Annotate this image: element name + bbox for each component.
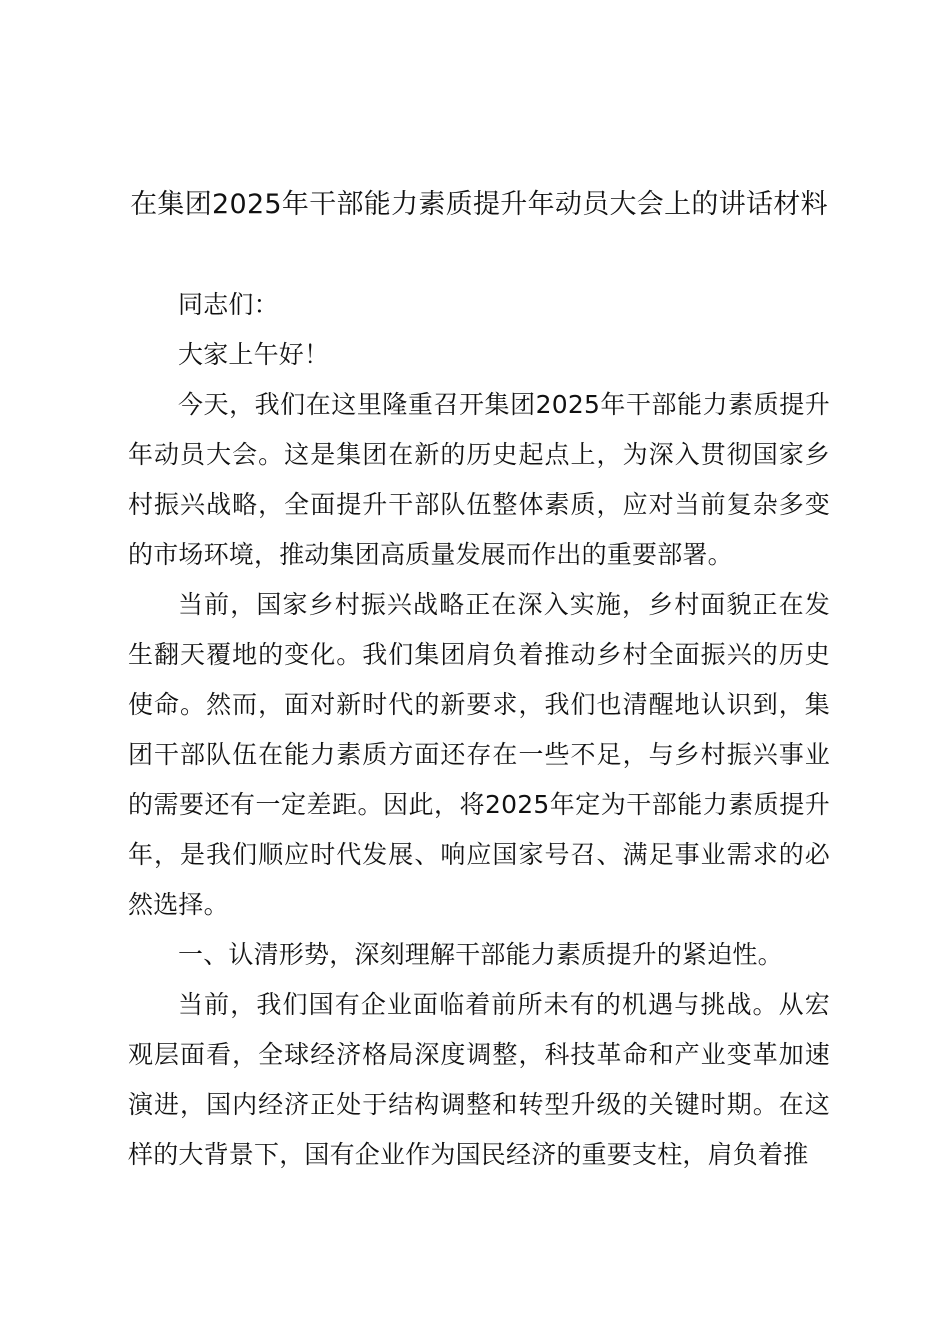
paragraph-context: 当前，国家乡村振兴战略正在深入实施，乡村面貌正在发生翻天覆地的变化。我们集团肩负着推动乡村全面振兴的历史使命。然而，面对新时代的新要求，我们也清醒地认识到，集团干部队伍在能力素质方面还存在一些不足，与乡村振兴事业的需要还有一定差距。因此，将2025年定为干部能力素质提升年，是我们顺应时代发展、响应国家号召、满足事业需求的必然选择。 — [128, 590, 830, 919]
document-title: 在集团2025年干部能力素质提升年动员大会上的讲话材料 — [130, 189, 828, 220]
section-heading: 一、认清形势，深刻理解干部能力素质提升的紧迫性。 — [178, 940, 783, 969]
document-body — [128, 280, 830, 1180]
section-paragraph: 当前，我们国有企业面临着前所未有的机遇与挑战。从宏观层面看，全球经济格局深度调整，科技革命和产业变革加速演进，国内经济正处于结构调整和转型升级的关键时期。在这样的大背景下，国有企业作为国民经济的重要支柱，肩负着推 — [128, 990, 830, 1169]
salutation: 同志们： — [178, 290, 279, 319]
paragraph-opening: 今天，我们在这里隆重召开集团2025年干部能力素质提升年动员大会。这是集团在新的历史起点上，为深入贯彻国家乡村振兴战略，全面提升干部队伍整体素质，应对当前复杂多变的市场环境，推动集团高质量发展而作出的重要部署。 — [128, 390, 830, 569]
greeting: 大家上午好！ — [178, 340, 330, 369]
